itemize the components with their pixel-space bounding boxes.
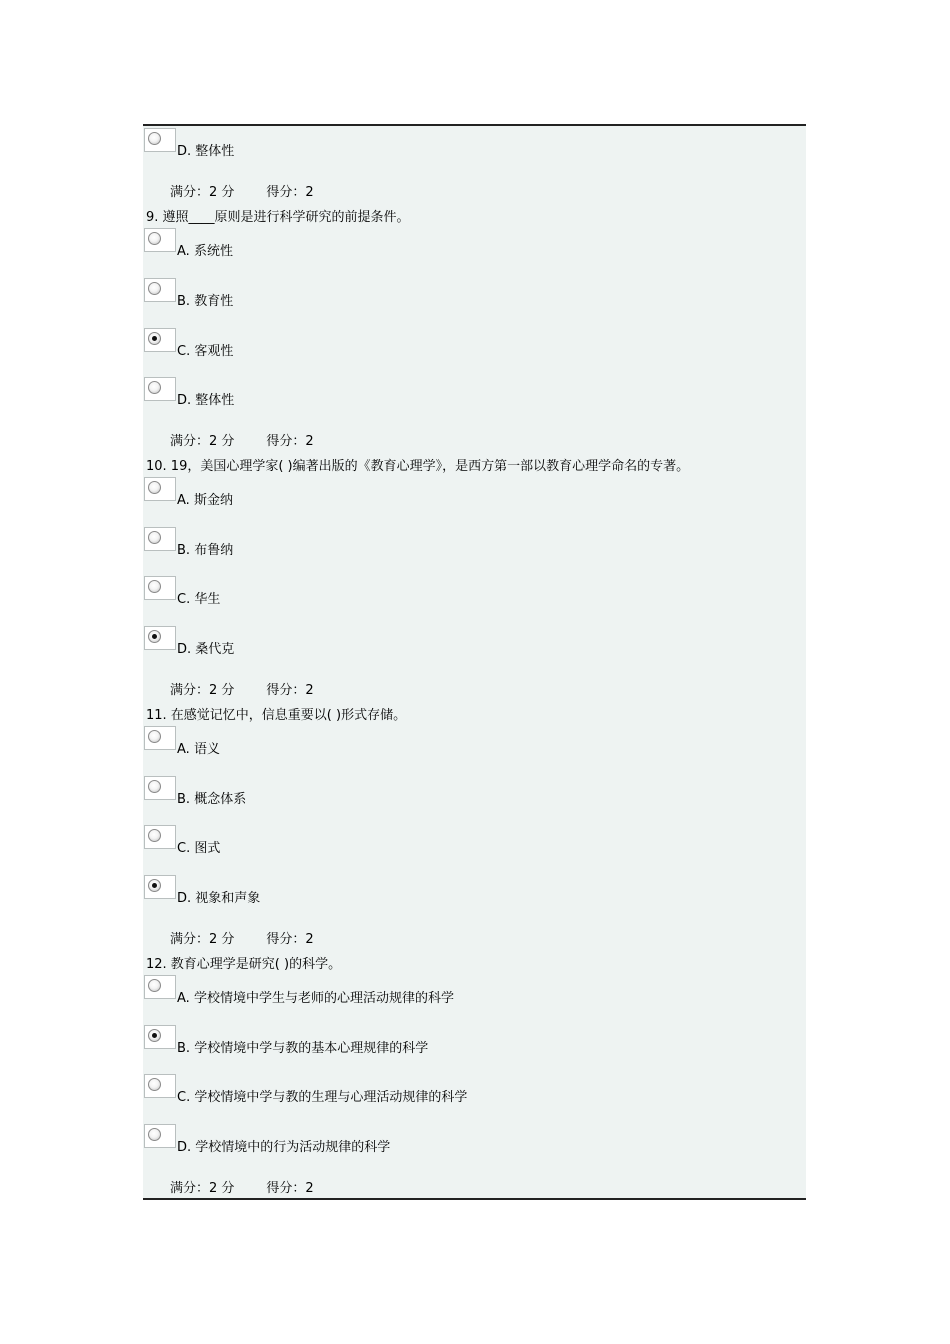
option-q12-a[interactable] <box>143 975 783 1006</box>
radio-box <box>144 726 176 750</box>
option-label: A. 系统性 <box>177 244 233 259</box>
got-score: 得分：2 <box>266 185 314 200</box>
option-q9-a[interactable] <box>143 228 783 259</box>
question-title: 12. 教育心理学是研究( )的科学。 <box>146 957 342 972</box>
option-q11-d[interactable] <box>143 875 783 906</box>
question-title: 10. 19，美国心理学家( )编著出版的《教育心理学》，是西方第一部以教育心理学命名的专著。 <box>146 459 690 474</box>
radio-box <box>144 328 176 352</box>
full-score: 满分：2 分 <box>170 185 235 200</box>
radio-box <box>144 377 176 401</box>
option-q9-b[interactable] <box>143 278 783 309</box>
radio-button[interactable] <box>148 531 161 544</box>
radio-box <box>144 576 176 600</box>
radio-button[interactable] <box>148 979 161 992</box>
radio-box <box>144 128 176 152</box>
option-label: A. 学校情境中学生与老师的心理活动规律的科学 <box>177 991 454 1006</box>
radio-button-checked[interactable] <box>148 879 161 892</box>
radio-button[interactable] <box>148 132 161 145</box>
option-label: D. 整体性 <box>177 393 235 408</box>
radio-box <box>144 875 176 899</box>
option-q12-d[interactable] <box>143 1124 783 1155</box>
radio-button-checked[interactable] <box>148 1029 161 1042</box>
score-line <box>170 1177 314 1196</box>
radio-box <box>144 1025 176 1049</box>
option-label: B. 布鲁纳 <box>177 543 234 558</box>
option-q11-b[interactable] <box>143 776 783 807</box>
radio-box <box>144 776 176 800</box>
got-score: 得分：2 <box>266 1181 314 1196</box>
radio-box <box>144 975 176 999</box>
option-q11-c[interactable] <box>143 825 783 856</box>
option-q9-c[interactable] <box>143 328 783 359</box>
radio-button[interactable] <box>148 580 161 593</box>
option-q10-d[interactable] <box>143 626 783 657</box>
option-label: D. 整体性 <box>177 144 235 159</box>
score-line <box>170 928 314 947</box>
option-label: A. 语义 <box>177 742 220 757</box>
radio-button[interactable] <box>148 1128 161 1141</box>
radio-box <box>144 1124 176 1148</box>
radio-button[interactable] <box>148 829 161 842</box>
option-label: D. 视象和声象 <box>177 891 261 906</box>
radio-box <box>144 1074 176 1098</box>
radio-button[interactable] <box>148 381 161 394</box>
full-score: 满分：2 分 <box>170 932 235 947</box>
radio-button-checked[interactable] <box>148 332 161 345</box>
full-score: 满分：2 分 <box>170 1181 235 1196</box>
radio-box <box>144 477 176 501</box>
radio-box <box>144 825 176 849</box>
option-label: D. 学校情境中的行为活动规律的科学 <box>177 1140 391 1155</box>
option-q12-b[interactable] <box>143 1025 783 1056</box>
radio-button[interactable] <box>148 1078 161 1091</box>
option-q12-c[interactable] <box>143 1074 783 1105</box>
score-line <box>170 181 314 200</box>
option-q11-a[interactable] <box>143 726 783 757</box>
option-label: C. 华生 <box>177 592 221 607</box>
score-line <box>170 679 314 698</box>
option-label: B. 学校情境中学与教的基本心理规律的科学 <box>177 1041 429 1056</box>
score-line <box>170 430 314 449</box>
option-label: A. 斯金纳 <box>177 493 233 508</box>
radio-button[interactable] <box>148 232 161 245</box>
radio-button[interactable] <box>148 780 161 793</box>
option-top-d[interactable] <box>143 128 783 159</box>
radio-button[interactable] <box>148 730 161 743</box>
option-label: B. 概念体系 <box>177 792 247 807</box>
option-label: C. 学校情境中学与教的生理与心理活动规律的科学 <box>177 1090 468 1105</box>
got-score: 得分：2 <box>266 434 314 449</box>
option-label: C. 客观性 <box>177 344 234 359</box>
option-q10-b[interactable] <box>143 527 783 558</box>
option-label: D. 桑代克 <box>177 642 235 657</box>
got-score: 得分：2 <box>266 932 314 947</box>
radio-box <box>144 228 176 252</box>
full-score: 满分：2 分 <box>170 434 235 449</box>
option-label: C. 图式 <box>177 841 221 856</box>
question-title: 11. 在感觉记忆中，信息重要以( )形式存储。 <box>146 708 407 723</box>
got-score: 得分：2 <box>266 683 314 698</box>
radio-button[interactable] <box>148 481 161 494</box>
radio-box <box>144 527 176 551</box>
radio-button[interactable] <box>148 282 161 295</box>
quiz-panel <box>143 124 806 1200</box>
radio-button-checked[interactable] <box>148 630 161 643</box>
question-title: 9. 遵照____原则是进行科学研究的前提条件。 <box>146 210 410 225</box>
option-q9-d[interactable] <box>143 377 783 408</box>
radio-box <box>144 626 176 650</box>
option-q10-c[interactable] <box>143 576 783 607</box>
option-q10-a[interactable] <box>143 477 783 508</box>
radio-box <box>144 278 176 302</box>
option-label: B. 教育性 <box>177 294 234 309</box>
full-score: 满分：2 分 <box>170 683 235 698</box>
